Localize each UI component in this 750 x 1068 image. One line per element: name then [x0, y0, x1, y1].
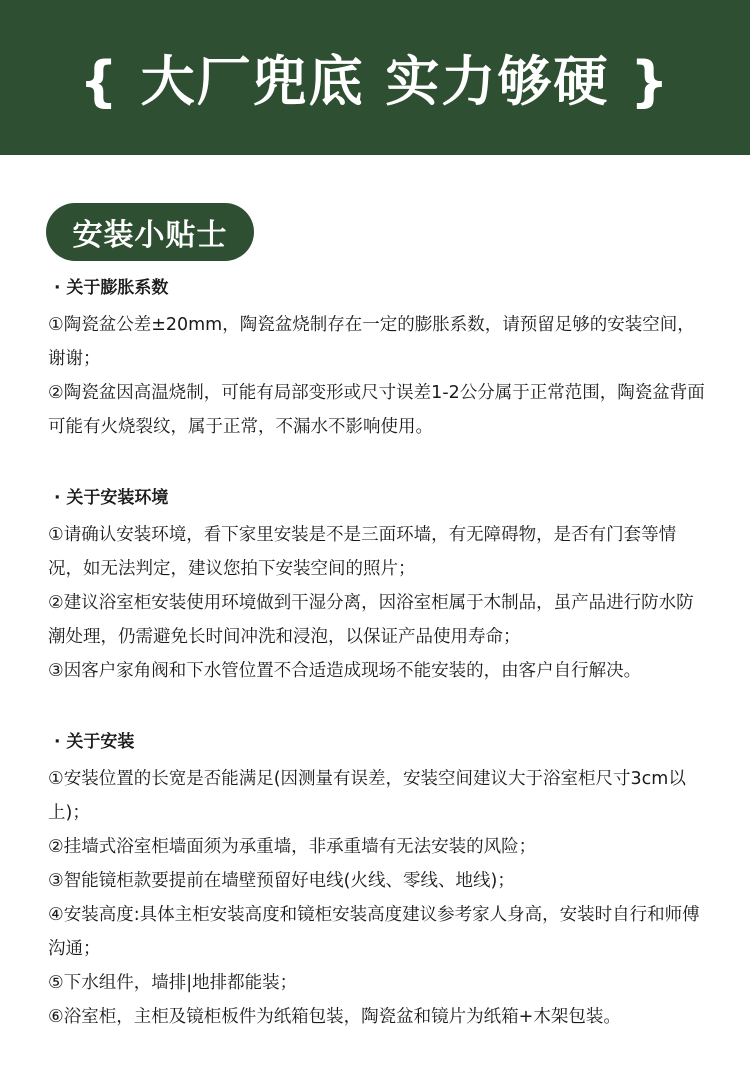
list-item: ③因客户家角阀和下水管位置不合适造成现场不能安装的，由客户自行解决。 [48, 661, 642, 681]
list-item: ①安装位置的长宽是否能满足(因测量有误差，安装空间建议大于浴室柜尺寸3cm以上)； [48, 769, 686, 823]
list-item: ⑤下水组件，墙排|地排都能装； [48, 973, 298, 993]
list-item: ①请确认安装环境，看下家里安装是不是三面环墙，有无障碍物，是否有门套等情况，如无法判定，建议您拍下安装空间的照片； [48, 525, 677, 579]
section-environment [48, 478, 708, 688]
header-banner [0, 0, 750, 155]
list-item: ⑥浴室柜，主柜及镜柜板件为纸箱包装，陶瓷盆和镜片为纸箱+木架包装。 [48, 1007, 621, 1027]
tips-badge: 安装小贴士 [46, 203, 254, 261]
section-title: · 关于膨胀系数 [54, 278, 169, 298]
list-item: ①陶瓷盆公差±20mm，陶瓷盆烧制存在一定的膨胀系数，请预留足够的安装空间，谢谢； [48, 315, 695, 369]
banner-title: { 大厂兜底 实力够硬 } [79, 50, 671, 113]
list-item: ③智能镜柜款要提前在墙壁预留好电线(火线、零线、地线)； [48, 871, 515, 891]
list-item: ②挂墙式浴室柜墙面须为承重墙，非承重墙有无法安装的风险； [48, 837, 537, 857]
section-installation [48, 722, 708, 1034]
list-item: ④安装高度:具体主柜安装高度和镜柜安装高度建议参考家人身高，安装时自行和师傅沟通； [48, 905, 700, 959]
section-title: · 关于安装 [54, 732, 135, 752]
section-title: · 关于安装环境 [54, 488, 169, 508]
list-item: ②陶瓷盆因高温烧制，可能有局部变形或尺寸误差1-2公分属于正常范围，陶瓷盆背面可能有火烧裂纹，属于正常，不漏水不影响使用。 [48, 383, 705, 437]
list-item: ②建议浴室柜安装使用环境做到干湿分离，因浴室柜属于木制品，虽产品进行防水防潮处理，仍需避免长时间冲洗和浸泡，以保证产品使用寿命； [48, 593, 694, 647]
tips-content [48, 268, 708, 1068]
section-expansion [48, 268, 708, 444]
